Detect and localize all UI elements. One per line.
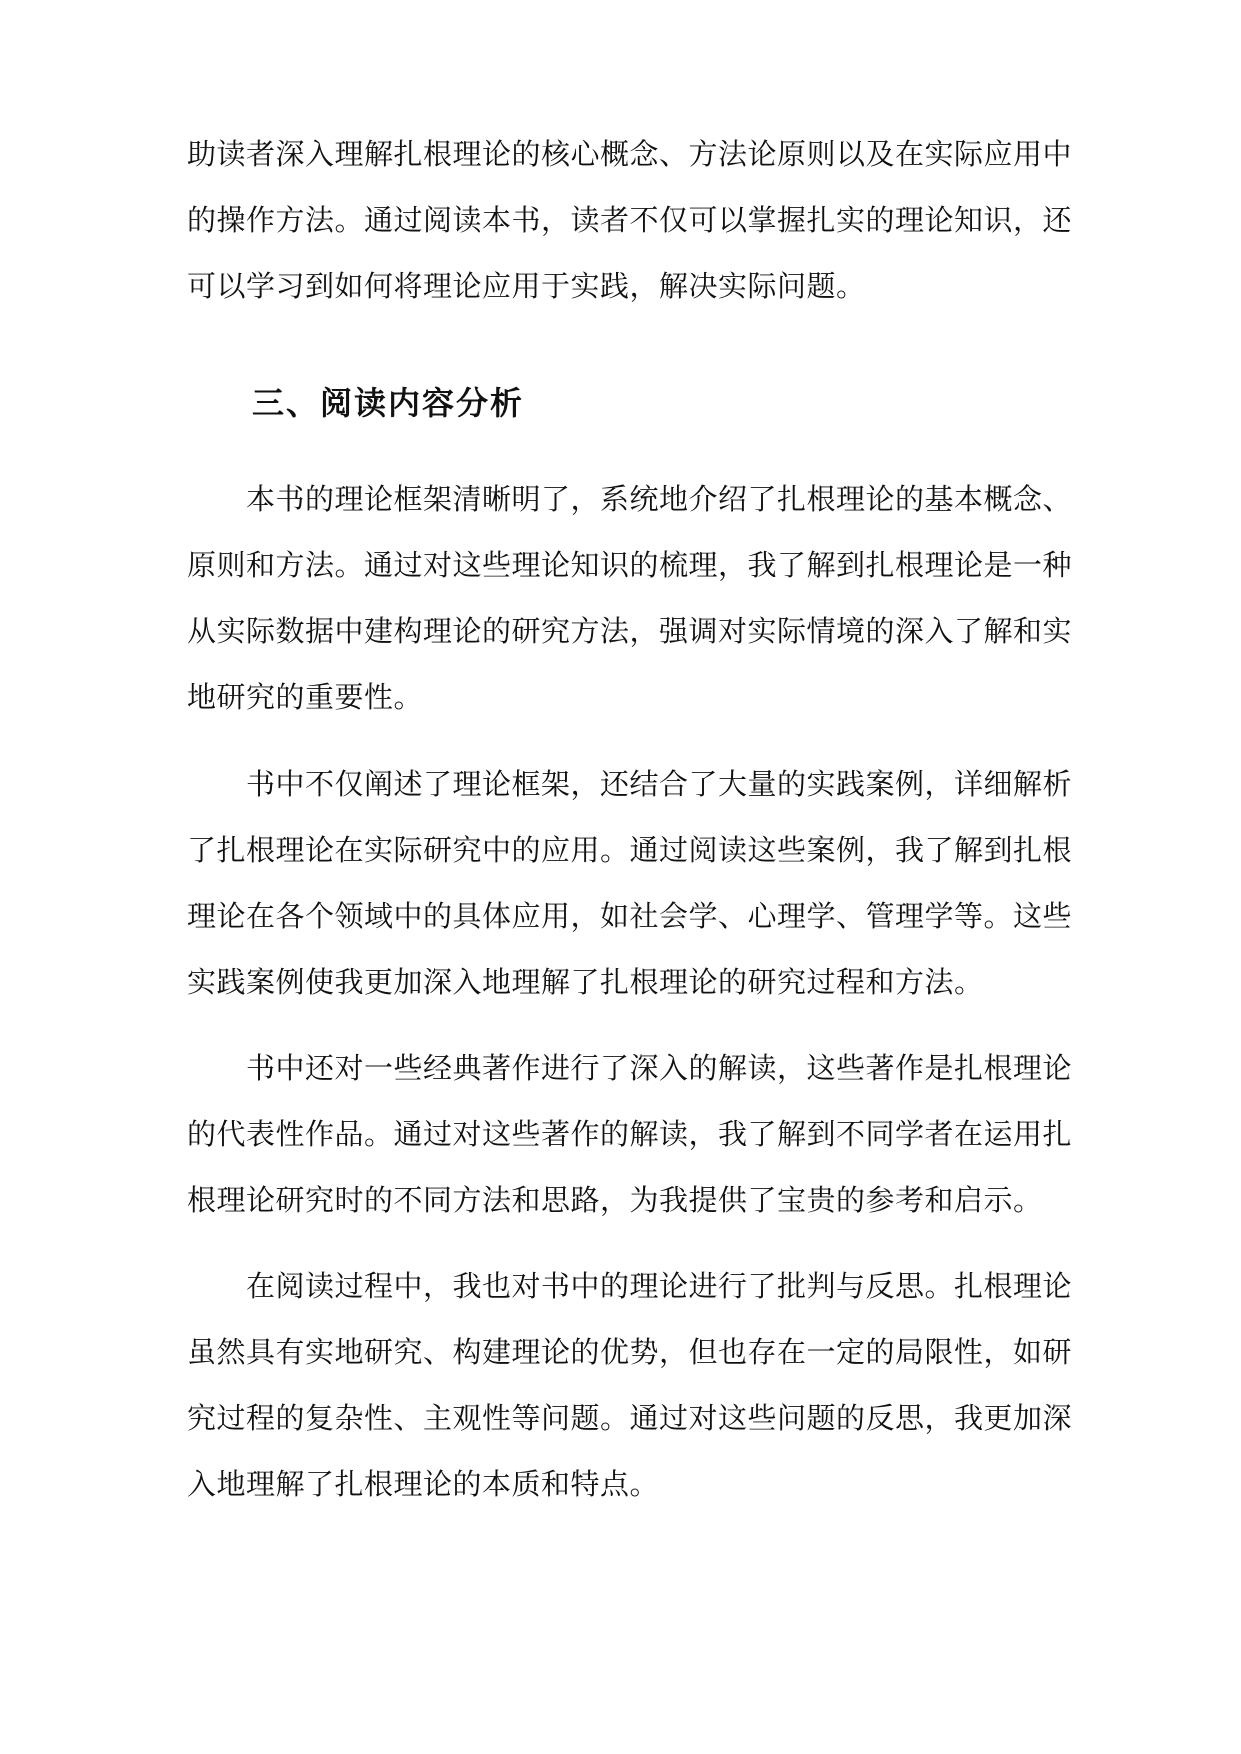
section-heading: 三、阅读内容分析 [252, 384, 525, 422]
text-line: 书中还对一些经典著作进行了深入的解读，这些著作是扎根理论 [246, 1051, 1073, 1085]
text-line: 从实际数据中建构理论的研究方法，强调对实际情境的深入了解和实 [187, 614, 1073, 648]
text-line: 实践案例使我更加深入地理解了扎根理论的研究过程和方法。 [187, 965, 984, 999]
text-line: 在阅读过程中，我也对书中的理论进行了批判与反思。扎根理论 [246, 1269, 1073, 1303]
text-line: 入地理解了扎根理论的本质和特点。 [187, 1467, 660, 1501]
text-line: 理论在各个领域中的具体应用，如社会学、心理学、管理学等。这些 [187, 899, 1073, 933]
text-line: 的代表性作品。通过对这些著作的解读，我了解到不同学者在运用扎 [187, 1117, 1073, 1151]
text-line: 原则和方法。通过对这些理论知识的梳理，我了解到扎根理论是一种 [187, 548, 1073, 582]
text-line: 可以学习到如何将理论应用于实践，解决实际问题。 [187, 269, 866, 303]
text-line: 助读者深入理解扎根理论的核心概念、方法论原则以及在实际应用中 [187, 137, 1073, 171]
text-line: 了扎根理论在实际研究中的应用。通过阅读这些案例，我了解到扎根 [187, 833, 1073, 867]
text-line: 根理论研究时的不同方法和思路，为我提供了宝贵的参考和启示。 [187, 1183, 1043, 1217]
text-line: 的操作方法。通过阅读本书，读者不仅可以掌握扎实的理论知识，还 [187, 203, 1073, 237]
text-line: 虽然具有实地研究、构建理论的优势，但也存在一定的局限性，如研 [187, 1335, 1073, 1369]
text-line: 究过程的复杂性、主观性等问题。通过对这些问题的反思，我更加深 [187, 1401, 1073, 1435]
text-line: 书中不仅阐述了理论框架，还结合了大量的实践案例，详细解析 [246, 767, 1073, 801]
text-line: 本书的理论框架清晰明了，系统地介绍了扎根理论的基本概念、 [246, 482, 1073, 516]
text-line: 地研究的重要性。 [187, 680, 424, 714]
